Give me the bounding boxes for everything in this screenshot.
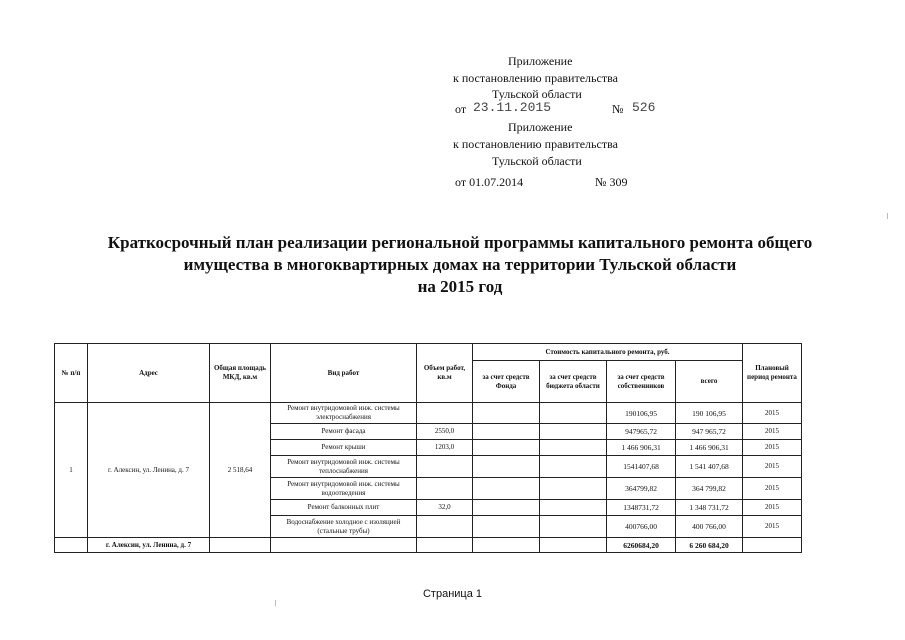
table-total-row — [55, 538, 802, 553]
cell-regional — [540, 478, 607, 500]
cell-regional — [540, 516, 607, 538]
cell-total: 1 348 731,72 — [676, 500, 743, 516]
cell-fund — [473, 440, 540, 456]
cell-volume: 1203,0 — [417, 440, 473, 456]
header1-number-prefix: № — [612, 102, 624, 116]
cell-volume — [417, 403, 473, 424]
cell-owners: 947965,72 — [607, 424, 676, 440]
repair-plan-table — [54, 343, 802, 553]
total-fund — [473, 538, 540, 553]
cell-total: 1 541 407,68 — [676, 456, 743, 478]
cell-total: 400 766,00 — [676, 516, 743, 538]
cell-volume — [417, 456, 473, 478]
scan-speck — [275, 600, 276, 606]
cell-regional — [540, 456, 607, 478]
cell-fund — [473, 424, 540, 440]
total-address: г. Алексин, ул. Ленина, д. 7 — [88, 538, 210, 553]
cell-volume: 32,0 — [417, 500, 473, 516]
total-work — [271, 538, 417, 553]
cell-period: 2015 — [743, 424, 802, 440]
header1-number-value: 526 — [632, 100, 656, 115]
header-num: № п/п — [55, 344, 88, 403]
cell-owners: 1 466 906,31 — [607, 440, 676, 456]
header2-line1: Приложение — [508, 120, 573, 134]
cell-group-area: 2 518,64 — [210, 403, 271, 538]
cell-regional — [540, 500, 607, 516]
cell-owners: 1541407,68 — [607, 456, 676, 478]
header-total: всего — [676, 361, 743, 403]
cell-regional — [540, 403, 607, 424]
cell-fund — [473, 500, 540, 516]
cell-period: 2015 — [743, 516, 802, 538]
title-line1: Краткосрочный план реализации региональной программы капитального ремонта общего — [107, 233, 813, 252]
cell-work: Ремонт внутридомовой инж. системы электроснабжения — [271, 403, 417, 424]
header2-date: от 01.07.2014 — [455, 175, 524, 189]
page-number: Страница 1 — [422, 588, 483, 600]
total-total: 6 260 684,20 — [676, 538, 743, 553]
cell-period: 2015 — [743, 440, 802, 456]
cell-period: 2015 — [743, 456, 802, 478]
cell-fund — [473, 478, 540, 500]
cell-fund — [473, 403, 540, 424]
cell-owners: 400766,00 — [607, 516, 676, 538]
header-period: Плановый период ремонта — [743, 344, 802, 403]
header1-line3: Тульской области — [492, 87, 582, 101]
cell-work: Ремонт фасада — [271, 424, 417, 440]
total-area — [210, 538, 271, 553]
total-num — [55, 538, 88, 553]
cell-total: 190 106,95 — [676, 403, 743, 424]
cell-period: 2015 — [743, 500, 802, 516]
cell-group-num: 1 — [55, 403, 88, 538]
header2-number: № 309 — [595, 175, 628, 189]
cell-total: 364 799,82 — [676, 478, 743, 500]
cell-owners: 1348731,72 — [607, 500, 676, 516]
cell-fund — [473, 456, 540, 478]
document-title — [60, 232, 860, 298]
cell-total: 947 965,72 — [676, 424, 743, 440]
header-volume: Объем работ, кв.м — [417, 344, 473, 403]
cell-total: 1 466 906,31 — [676, 440, 743, 456]
header-work-type: Вид работ — [271, 344, 417, 403]
header-cost: Стоимость капитального ремонта, руб. — [473, 344, 743, 361]
table-row — [55, 403, 802, 424]
cell-fund — [473, 516, 540, 538]
header-address: Адрес — [88, 344, 210, 403]
header1-date-value: 23.11.2015 — [473, 100, 552, 115]
total-owners: 6260684,20 — [607, 538, 676, 553]
header2-line2: к постановлению правительства — [453, 137, 618, 151]
cell-work: Ремонт балконных плит — [271, 500, 417, 516]
cell-work: Водоснабжение холодное с изоляцией (стальные трубы) — [271, 516, 417, 538]
cell-work: Ремонт внутридомовой инж. системы теплоснабжения — [271, 456, 417, 478]
header2-line3: Тульской области — [492, 154, 582, 168]
header-area: Общая площадь МКД, кв.м — [210, 344, 271, 403]
cell-regional — [540, 440, 607, 456]
header-owners: за счет средств собственников — [607, 361, 676, 403]
header-fund: за счет средств Фонда — [473, 361, 540, 403]
table-header-row-1 — [55, 344, 802, 361]
total-regional — [540, 538, 607, 553]
cell-volume — [417, 516, 473, 538]
cell-owners: 190106,95 — [607, 403, 676, 424]
cell-owners: 364799,82 — [607, 478, 676, 500]
cell-volume: 2550,0 — [417, 424, 473, 440]
title-line3: на 2015 год — [417, 277, 503, 296]
cell-period: 2015 — [743, 478, 802, 500]
header1-line1: Приложение — [508, 54, 573, 68]
scan-speck — [887, 213, 888, 219]
cell-period: 2015 — [743, 403, 802, 424]
cell-volume — [417, 478, 473, 500]
header-regional: за счет средств бюджета области — [540, 361, 607, 403]
header1-line2: к постановлению правительства — [453, 71, 618, 85]
header1-date-prefix: от — [455, 102, 467, 116]
cell-regional — [540, 424, 607, 440]
cell-work: Ремонт крыши — [271, 440, 417, 456]
cell-work: Ремонт внутридомовой инж. системы водоотведения — [271, 478, 417, 500]
cell-group-address: г. Алексин, ул. Ленина, д. 7 — [88, 403, 210, 538]
title-line2: имущества в многоквартирных домах на территории Тульской области — [183, 255, 737, 274]
total-period — [743, 538, 802, 553]
total-volume — [417, 538, 473, 553]
